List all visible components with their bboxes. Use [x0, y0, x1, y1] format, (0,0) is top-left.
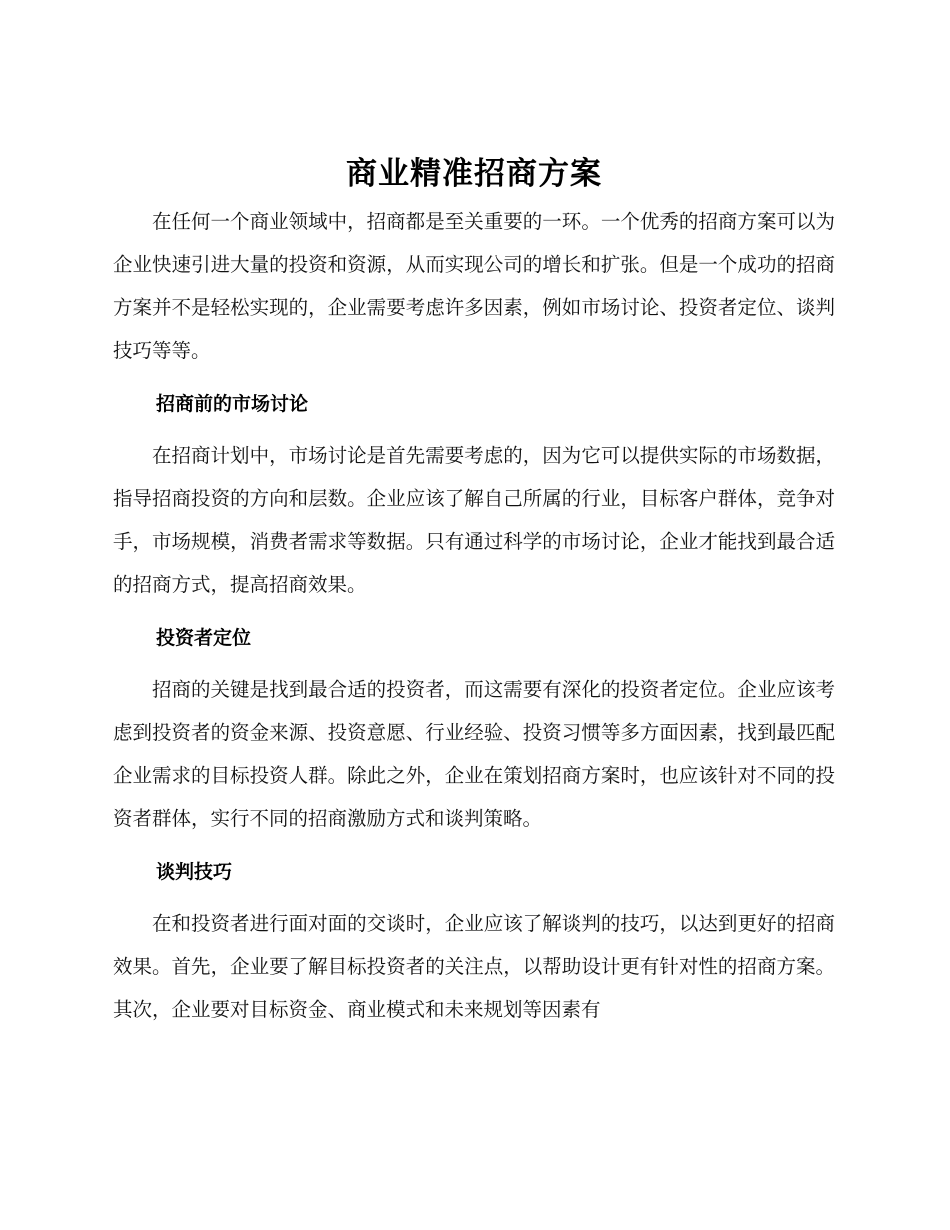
section-heading-investor-targeting: 投资者定位 — [156, 627, 252, 649]
document-title: 商业精准招商方案 — [346, 156, 602, 192]
section-body-negotiation-skills: 在和投资者进行面对面的交谈时，企业应该了解谈判的技巧，以达到更好的招商效果。首先，企业要了解目标投资者的关注点，以帮助设计更有针对性的招商方案。其次，企业要对目标资金、商业模式和未来规划等因素有 — [113, 912, 835, 1021]
intro-paragraph: 在任何一个商业领域中，招商都是至关重要的一环。一个优秀的招商方案可以为企业快速引进大量的投资和资源，从而实现公司的增长和扩张。但是一个成功的招商方案并不是轻松实现的，企业需要考虑许多因素，例如市场讨论、投资者定位、谈判技巧等等。 — [113, 210, 835, 362]
section-heading-negotiation-skills: 谈判技巧 — [156, 861, 233, 883]
section-heading-market-research: 招商前的市场讨论 — [156, 393, 309, 415]
document-page — [113, 150, 835, 1031]
section-body-market-research: 在招商计划中，市场讨论是首先需要考虑的，因为它可以提供实际的市场数据，指导招商投资的方向和层数。企业应该了解自己所属的行业，目标客户群体，竞争对手，市场规模，消费者需求等数据。只有通过科学的市场讨论，企业才能找到最合适的招商方式，提高招商效果。 — [113, 444, 835, 596]
section-body-investor-targeting: 招商的关键是找到最合适的投资者，而这需要有深化的投资者定位。企业应该考虑到投资者的资金来源、投资意愿、行业经验、投资习惯等多方面因素，找到最匹配企业需求的目标投资人群。除此之外，企业在策划招商方案时，也应该针对不同的投资者群体，实行不同的招商激励方式和谈判策略。 — [113, 678, 835, 830]
